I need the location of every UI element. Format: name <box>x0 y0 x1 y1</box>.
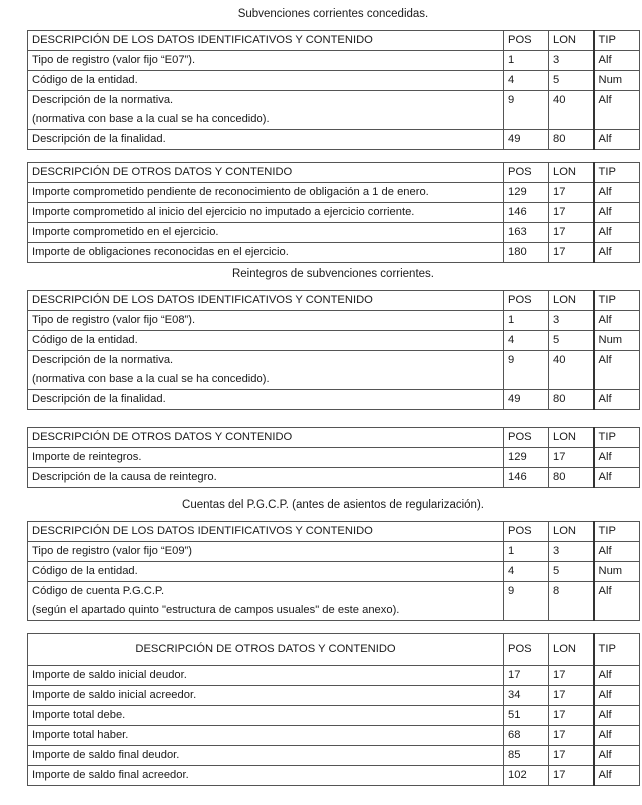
table-row <box>28 203 640 223</box>
cell-lon: 17 <box>549 666 594 686</box>
cell-description: Descripción de la finalidad. <box>28 390 504 410</box>
cell-tip: Alf <box>594 468 640 488</box>
table-header-row <box>28 522 640 542</box>
cell-lon: 8 <box>549 582 594 621</box>
cell-pos: 4 <box>504 562 549 582</box>
table-header-row <box>28 428 640 448</box>
cell-tip: Alf <box>594 130 640 150</box>
header-pos: POS <box>504 291 549 311</box>
table-row <box>28 562 640 582</box>
cell-pos: 9 <box>504 91 549 130</box>
section-caption: Reintegros de subvenciones corrientes. <box>231 268 434 280</box>
cell-pos: 9 <box>504 351 549 390</box>
table-row <box>28 746 640 766</box>
cell-pos: 85 <box>504 746 549 766</box>
cell-tip: Alf <box>594 726 640 746</box>
table-row <box>28 311 640 331</box>
table-row <box>28 351 640 390</box>
cell-lon: 5 <box>549 331 594 351</box>
description-line-2: (según el apartado quinto "estructura de campos usuales" de este anexo). <box>32 604 400 616</box>
section-caption: Cuentas del P.G.C.P. (antes de asientos de regularización). <box>182 499 484 511</box>
cell-pos: 129 <box>504 448 549 468</box>
table-row <box>28 243 640 263</box>
cell-pos: 34 <box>504 686 549 706</box>
cell-pos: 4 <box>504 331 549 351</box>
cell-lon: 17 <box>549 726 594 746</box>
cell-pos: 146 <box>504 468 549 488</box>
cell-pos: 49 <box>504 130 549 150</box>
cell-lon: 40 <box>549 351 594 390</box>
cell-tip: Alf <box>594 51 640 71</box>
table-header-row <box>28 291 640 311</box>
section-caption: Subvenciones corrientes concedidas. <box>237 8 429 20</box>
cell-description: Importe comprometido pendiente de reconocimiento de obligación a 1 de enero. <box>28 183 504 203</box>
cell-tip: Alf <box>594 223 640 243</box>
cell-description: Importe de obligaciones reconocidas en el ejercicio. <box>28 243 504 263</box>
cell-pos: 49 <box>504 390 549 410</box>
cell-lon: 3 <box>549 51 594 71</box>
description-line-1: Código de cuenta P.G.C.P. <box>32 585 165 597</box>
table-row <box>28 666 640 686</box>
cell-tip: Num <box>594 331 640 351</box>
cell-lon: 17 <box>549 183 594 203</box>
cell-tip: Alf <box>594 746 640 766</box>
cell-description: Código de la entidad. <box>28 562 504 582</box>
cell-pos: 102 <box>504 766 549 786</box>
header-lon: LON <box>549 634 594 666</box>
header-tip: TIP <box>594 31 640 51</box>
identificativos-table <box>27 521 640 621</box>
cell-description: Tipo de registro (valor fijo “E09”) <box>28 542 504 562</box>
cell-pos: 1 <box>504 311 549 331</box>
header-lon: LON <box>549 522 594 542</box>
cell-lon: 80 <box>549 390 594 410</box>
otros-datos-table <box>27 633 640 786</box>
identificativos-table <box>27 290 640 410</box>
table-header-row <box>28 31 640 51</box>
cell-description: Importe de saldo inicial acreedor. <box>28 686 504 706</box>
otros-datos-table <box>27 427 640 488</box>
cell-tip: Alf <box>594 91 640 130</box>
cell-description: Código de la entidad. <box>28 71 504 91</box>
cell-description: Importe total debe. <box>28 706 504 726</box>
table-row <box>28 726 640 746</box>
table-row <box>28 51 640 71</box>
description-line-2: (normativa con base a la cual se ha concedido). <box>32 113 270 125</box>
cell-pos: 17 <box>504 666 549 686</box>
header-lon: LON <box>549 291 594 311</box>
header-description: DESCRIPCIÓN DE LOS DATOS IDENTIFICATIVOS Y CONTENIDO <box>28 291 504 311</box>
cell-lon: 17 <box>549 243 594 263</box>
description-line-1: Descripción de la normativa. <box>32 354 174 366</box>
cell-tip: Alf <box>594 351 640 390</box>
cell-description: Importe de saldo inicial deudor. <box>28 666 504 686</box>
cell-tip: Alf <box>594 766 640 786</box>
cell-tip: Alf <box>594 448 640 468</box>
cell-pos: 51 <box>504 706 549 726</box>
cell-pos: 180 <box>504 243 549 263</box>
table-row <box>28 223 640 243</box>
table-header-row <box>28 634 640 666</box>
header-tip: TIP <box>594 428 640 448</box>
header-pos: POS <box>504 31 549 51</box>
identificativos-table <box>27 30 640 150</box>
cell-description: Importe de saldo final acreedor. <box>28 766 504 786</box>
cell-pos: 9 <box>504 582 549 621</box>
cell-description <box>28 91 504 130</box>
cell-lon: 17 <box>549 223 594 243</box>
table-row <box>28 766 640 786</box>
description-line-1: Descripción de la normativa. <box>32 94 174 106</box>
cell-description: Importe total haber. <box>28 726 504 746</box>
cell-pos: 146 <box>504 203 549 223</box>
cell-pos: 1 <box>504 542 549 562</box>
table-row <box>28 130 640 150</box>
cell-pos: 129 <box>504 183 549 203</box>
cell-tip: Alf <box>594 311 640 331</box>
cell-pos: 4 <box>504 71 549 91</box>
cell-lon: 40 <box>549 91 594 130</box>
table-row <box>28 71 640 91</box>
header-description: DESCRIPCIÓN DE OTROS DATOS Y CONTENIDO <box>28 163 504 183</box>
table-row <box>28 331 640 351</box>
cell-tip: Alf <box>594 203 640 223</box>
cell-description: Importe de saldo final deudor. <box>28 746 504 766</box>
header-description: DESCRIPCIÓN DE OTROS DATOS Y CONTENIDO <box>28 634 504 666</box>
table-row <box>28 448 640 468</box>
cell-description: Descripción de la finalidad. <box>28 130 504 150</box>
cell-lon: 5 <box>549 71 594 91</box>
cell-description <box>28 351 504 390</box>
description-line-2: (normativa con base a la cual se ha concedido). <box>32 373 270 385</box>
cell-lon: 17 <box>549 706 594 726</box>
header-tip: TIP <box>594 291 640 311</box>
cell-tip: Alf <box>594 686 640 706</box>
cell-lon: 17 <box>549 448 594 468</box>
header-tip: TIP <box>594 522 640 542</box>
cell-pos: 163 <box>504 223 549 243</box>
cell-tip: Alf <box>594 390 640 410</box>
cell-description: Código de la entidad. <box>28 331 504 351</box>
cell-tip: Alf <box>594 183 640 203</box>
otros-datos-table <box>27 162 640 263</box>
header-pos: POS <box>504 163 549 183</box>
cell-lon: 17 <box>549 203 594 223</box>
header-pos: POS <box>504 428 549 448</box>
cell-description: Descripción de la causa de reintegro. <box>28 468 504 488</box>
cell-tip: Alf <box>594 582 640 621</box>
header-description: DESCRIPCIÓN DE OTROS DATOS Y CONTENIDO <box>28 428 504 448</box>
cell-pos: 1 <box>504 51 549 71</box>
cell-tip: Alf <box>594 243 640 263</box>
cell-description: Importe comprometido en el ejercicio. <box>28 223 504 243</box>
table-row <box>28 183 640 203</box>
header-pos: POS <box>504 522 549 542</box>
cell-lon: 17 <box>549 746 594 766</box>
cell-tip: Num <box>594 562 640 582</box>
header-lon: LON <box>549 428 594 448</box>
cell-description <box>28 582 504 621</box>
cell-tip: Alf <box>594 706 640 726</box>
cell-description: Importe de reintegros. <box>28 448 504 468</box>
table-header-row <box>28 163 640 183</box>
cell-tip: Num <box>594 71 640 91</box>
cell-description: Tipo de registro (valor fijo “E08”). <box>28 311 504 331</box>
cell-lon: 5 <box>549 562 594 582</box>
table-row <box>28 390 640 410</box>
header-description: DESCRIPCIÓN DE LOS DATOS IDENTIFICATIVOS Y CONTENIDO <box>28 31 504 51</box>
cell-tip: Alf <box>594 666 640 686</box>
cell-pos: 68 <box>504 726 549 746</box>
table-row <box>28 582 640 621</box>
cell-description: Tipo de registro (valor fijo “E07”). <box>28 51 504 71</box>
header-lon: LON <box>549 31 594 51</box>
cell-lon: 80 <box>549 468 594 488</box>
cell-lon: 3 <box>549 542 594 562</box>
header-lon: LON <box>549 163 594 183</box>
cell-lon: 17 <box>549 766 594 786</box>
table-row <box>28 91 640 130</box>
cell-lon: 17 <box>549 686 594 706</box>
header-pos: POS <box>504 634 549 666</box>
cell-tip: Alf <box>594 542 640 562</box>
table-row <box>28 706 640 726</box>
table-row <box>28 468 640 488</box>
table-row <box>28 686 640 706</box>
table-row <box>28 542 640 562</box>
cell-description: Importe comprometido al inicio del ejercicio no imputado a ejercicio corriente. <box>28 203 504 223</box>
header-tip: TIP <box>594 163 640 183</box>
cell-lon: 3 <box>549 311 594 331</box>
header-description: DESCRIPCIÓN DE LOS DATOS IDENTIFICATIVOS Y CONTENIDO <box>28 522 504 542</box>
header-tip: TIP <box>594 634 640 666</box>
cell-lon: 80 <box>549 130 594 150</box>
